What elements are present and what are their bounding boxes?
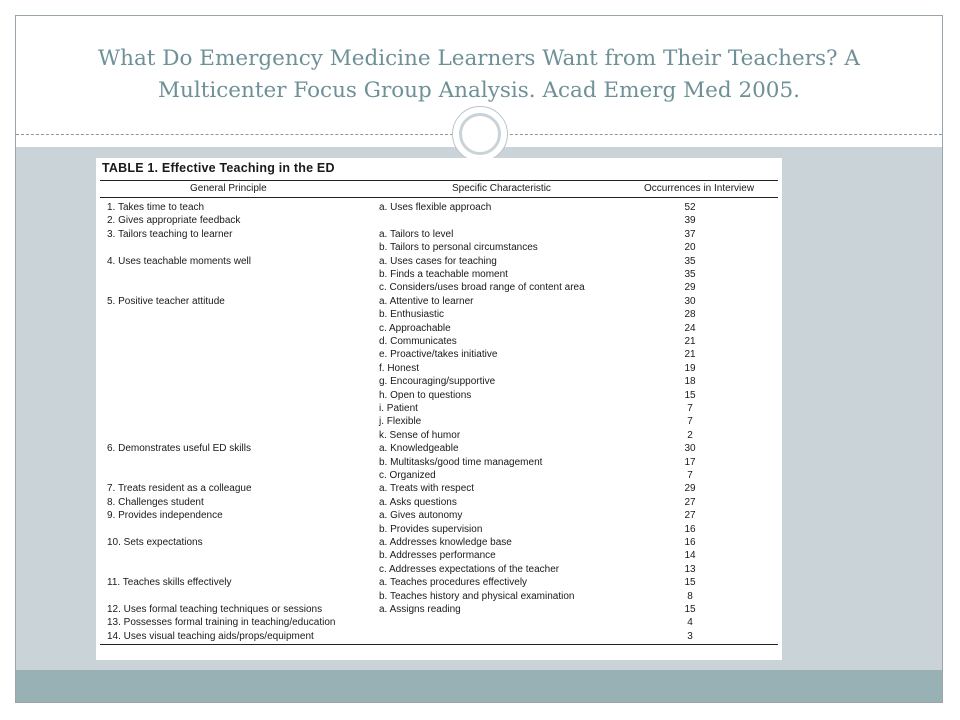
characteristic-cell: a. Uses flexible approach bbox=[379, 202, 492, 213]
table-row bbox=[96, 389, 782, 402]
characteristic-cell: c. Organized bbox=[379, 470, 436, 481]
header-characteristic: Specific Characteristic bbox=[452, 183, 551, 194]
characteristic-cell: k. Sense of humor bbox=[379, 429, 461, 441]
table-bottom-rule bbox=[100, 644, 778, 645]
decorative-circle-inner bbox=[459, 113, 501, 155]
table-row bbox=[96, 295, 782, 308]
occurrences-cell: 2 bbox=[687, 429, 693, 441]
table-row bbox=[96, 509, 782, 522]
occurrences-cell: 21 bbox=[684, 349, 696, 361]
principle-cell: 4. Uses teachable moments well bbox=[107, 255, 251, 267]
table-row bbox=[96, 576, 782, 589]
occurrences-cell: 28 bbox=[684, 309, 696, 321]
occurrences-cell: 24 bbox=[684, 322, 696, 334]
table-row bbox=[96, 322, 782, 335]
occurrences-cell: 35 bbox=[684, 255, 696, 267]
characteristic-cell: b. Teaches history and physical examination bbox=[379, 590, 575, 602]
table-row bbox=[96, 603, 782, 616]
table-row bbox=[96, 630, 782, 643]
characteristic-cell: c. Addresses expectations of the teacher bbox=[379, 563, 560, 575]
principle-cell: 5. Positive teacher attitude bbox=[107, 295, 225, 307]
characteristic-cell: f. Honest bbox=[379, 362, 420, 374]
characteristic-cell: h. Open to questions bbox=[379, 389, 472, 401]
characteristic-cell: j. Flexible bbox=[379, 416, 422, 428]
characteristic-cell: b. Finds a teachable moment bbox=[379, 269, 508, 280]
principle-cell: 9. Provides independence bbox=[107, 510, 223, 522]
slide-title: What Do Emergency Medicine Learners Want from Their Teachers? A Multicenter Focus Group Analysis. Acad Emerg Med 2005. bbox=[98, 46, 860, 103]
table-row bbox=[96, 348, 782, 361]
occurrences-cell: 27 bbox=[684, 496, 696, 508]
characteristic-cell: c. Approachable bbox=[379, 322, 451, 334]
table-row bbox=[96, 281, 782, 294]
table-row bbox=[96, 429, 782, 442]
table-row bbox=[96, 496, 782, 509]
characteristic-cell: a. Tailors to level bbox=[379, 228, 454, 240]
occurrences-cell: 17 bbox=[684, 456, 696, 468]
table-row bbox=[96, 375, 782, 388]
principle-cell: 1. Takes time to teach bbox=[107, 202, 205, 213]
characteristic-cell: a. Knowledgeable bbox=[379, 443, 459, 455]
occurrences-cell: 15 bbox=[684, 389, 696, 401]
characteristic-cell: a. Attentive to learner bbox=[379, 295, 474, 307]
occurrences-cell: 14 bbox=[684, 550, 696, 562]
teaching-table bbox=[96, 158, 782, 660]
table-row bbox=[96, 536, 782, 549]
table-row bbox=[96, 228, 782, 241]
header-principle: General Principle bbox=[190, 183, 267, 194]
principle-cell: 7. Treats resident as a colleague bbox=[107, 483, 252, 495]
table-row bbox=[96, 469, 782, 482]
table-row bbox=[96, 442, 782, 455]
occurrences-cell: 8 bbox=[687, 590, 693, 602]
table-top-rule bbox=[100, 180, 778, 181]
occurrences-cell: 52 bbox=[684, 202, 696, 213]
characteristic-cell: i. Patient bbox=[379, 403, 418, 414]
characteristic-cell: b. Addresses performance bbox=[379, 550, 496, 562]
occurrences-cell: 39 bbox=[684, 215, 696, 227]
table-row bbox=[96, 549, 782, 562]
occurrences-cell: 37 bbox=[684, 228, 696, 240]
principle-cell: 11. Teaches skills effectively bbox=[107, 577, 232, 589]
table-row bbox=[96, 415, 782, 428]
characteristic-cell: a. Teaches procedures effectively bbox=[379, 577, 528, 589]
table-row bbox=[96, 402, 782, 415]
table-header-rule bbox=[100, 197, 778, 198]
occurrences-cell: 3 bbox=[687, 630, 693, 642]
characteristic-cell: b. Multitasks/good time management bbox=[379, 456, 543, 468]
characteristic-cell: a. Assigns reading bbox=[379, 604, 461, 615]
principle-cell: 6. Demonstrates useful ED skills bbox=[107, 443, 251, 455]
occurrences-cell: 7 bbox=[687, 403, 693, 414]
characteristic-cell: b. Tailors to personal circumstances bbox=[379, 242, 538, 254]
principle-cell: 12. Uses formal teaching techniques or sessions bbox=[107, 604, 323, 615]
characteristic-cell: a. Uses cases for teaching bbox=[379, 255, 497, 267]
characteristic-cell: e. Proactive/takes initiative bbox=[379, 349, 498, 361]
table-row bbox=[96, 241, 782, 254]
table-caption: TABLE 1. Effective Teaching in the ED bbox=[102, 161, 335, 175]
occurrences-cell: 16 bbox=[684, 537, 696, 548]
principle-cell: 2. Gives appropriate feedback bbox=[107, 215, 241, 227]
occurrences-cell: 27 bbox=[684, 510, 696, 522]
occurrences-cell: 18 bbox=[684, 376, 696, 388]
characteristic-cell: b. Enthusiastic bbox=[379, 309, 445, 321]
characteristic-cell: a. Asks questions bbox=[379, 496, 457, 508]
characteristic-cell: b. Provides supervision bbox=[379, 523, 483, 535]
table-row bbox=[96, 335, 782, 348]
footer-band bbox=[16, 670, 942, 702]
occurrences-cell: 19 bbox=[684, 362, 696, 374]
table-row bbox=[96, 563, 782, 576]
table-row bbox=[96, 214, 782, 227]
table-row bbox=[96, 268, 782, 281]
occurrences-cell: 35 bbox=[684, 269, 696, 280]
occurrences-cell: 20 bbox=[684, 242, 696, 254]
principle-cell: 3. Tailors teaching to learner bbox=[107, 228, 233, 240]
principle-cell: 13. Possesses formal training in teaching/education bbox=[107, 617, 336, 629]
occurrences-cell: 16 bbox=[684, 523, 696, 535]
occurrences-cell: 13 bbox=[684, 563, 696, 575]
occurrences-cell: 7 bbox=[687, 470, 693, 481]
principle-cell: 10. Sets expectations bbox=[107, 537, 203, 548]
characteristic-cell: a. Gives autonomy bbox=[379, 510, 463, 522]
principle-cell: 8. Challenges student bbox=[107, 496, 204, 508]
occurrences-cell: 15 bbox=[684, 577, 696, 589]
characteristic-cell: c. Considers/uses broad range of content area bbox=[379, 282, 585, 294]
table-row bbox=[96, 255, 782, 268]
occurrences-cell: 4 bbox=[687, 617, 693, 629]
occurrences-cell: 29 bbox=[684, 483, 696, 495]
characteristic-cell: g. Encouraging/supportive bbox=[379, 376, 496, 388]
table-row bbox=[96, 308, 782, 321]
table-row bbox=[96, 482, 782, 495]
occurrences-cell: 7 bbox=[687, 416, 693, 428]
principle-cell: 14. Uses visual teaching aids/props/equipment bbox=[107, 630, 314, 642]
table-row bbox=[96, 523, 782, 536]
table-row bbox=[96, 201, 782, 214]
occurrences-cell: 30 bbox=[684, 443, 696, 455]
header-occurrences: Occurrences in Interview bbox=[644, 183, 755, 194]
occurrences-cell: 21 bbox=[684, 336, 696, 347]
occurrences-cell: 15 bbox=[684, 604, 696, 615]
table-row bbox=[96, 616, 782, 629]
characteristic-cell: a. Treats with respect bbox=[379, 483, 475, 495]
table-row bbox=[96, 590, 782, 603]
characteristic-cell: a. Addresses knowledge base bbox=[379, 537, 512, 548]
characteristic-cell: d. Communicates bbox=[379, 336, 457, 347]
table-row bbox=[96, 362, 782, 375]
occurrences-cell: 29 bbox=[684, 282, 696, 294]
occurrences-cell: 30 bbox=[684, 295, 696, 307]
decorative-circle-icon bbox=[452, 106, 508, 162]
table-row bbox=[96, 456, 782, 469]
